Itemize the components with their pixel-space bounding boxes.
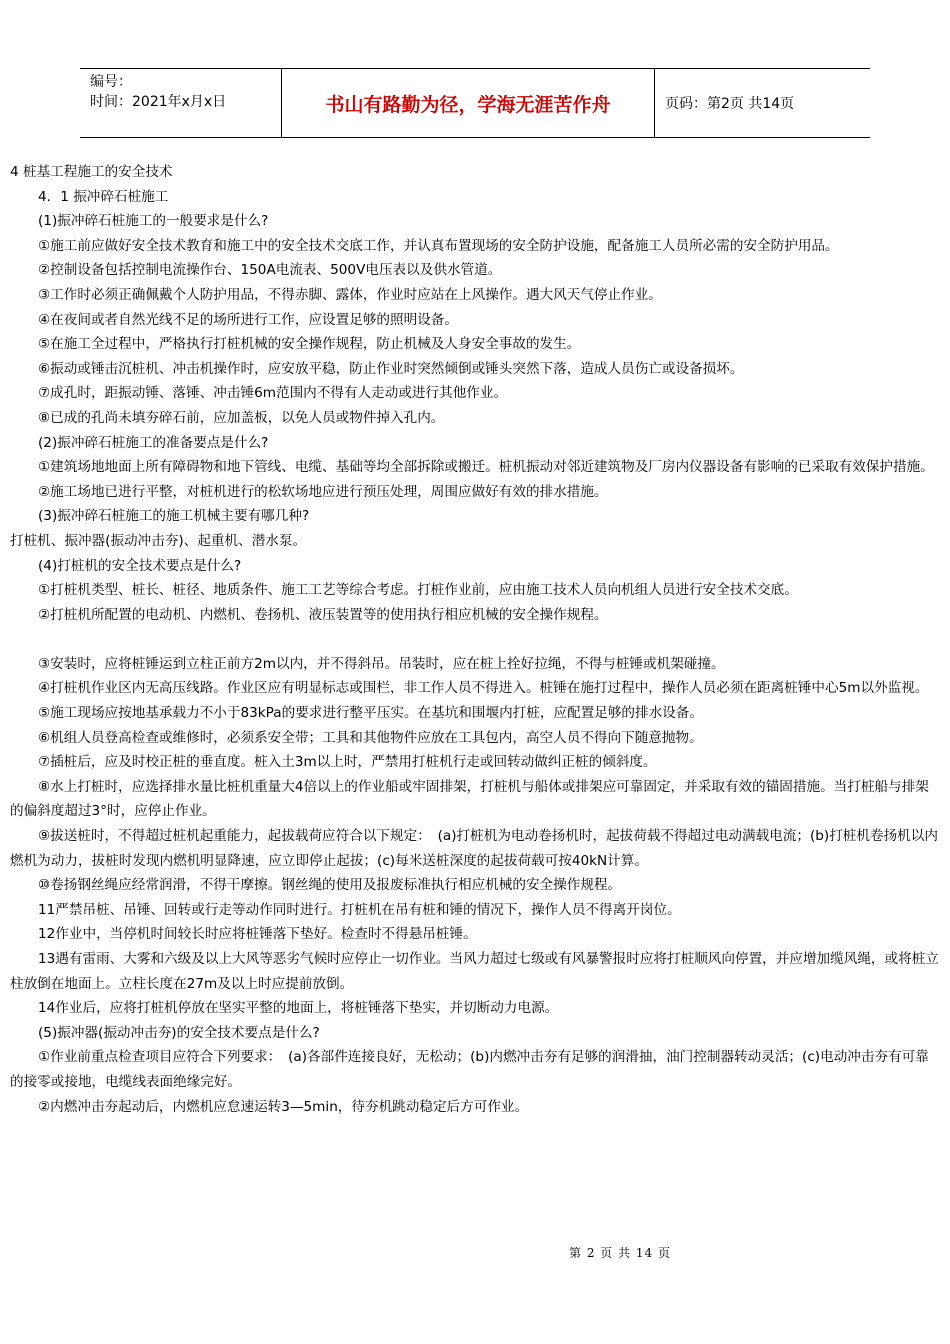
paragraph xyxy=(10,627,940,652)
paragraph: 4．1 振冲碎石桩施工 xyxy=(38,188,169,205)
paragraph: ③安装时，应将桩锤运到立柱正前方2m以内，并不得斜吊。吊装时，应在桩上拴好拉绳，不得与桩锤或机架碰撞。 xyxy=(38,655,725,672)
page-header xyxy=(80,68,870,138)
paragraph: (5)振冲器(振动冲击夯)的安全技术要点是什么? xyxy=(38,1024,320,1041)
paragraph: ①建筑场地地面上所有障碍物和地下管线、电缆、基础等均全部拆除或搬迁。桩机振动对邻近建筑物及厂房内仪器设备有影响的已采取有效保护措施。 xyxy=(38,459,934,476)
paragraph: ⑧已成的孔尚未填夯碎石前，应加盖板，以免人员或物件掉入孔内。 xyxy=(38,409,445,426)
paragraph: ⑥机组人员登高检查或维修时，必须系安全带；工具和其他物件应放在工具包内，高空人员不得向下随意抛物。 xyxy=(38,729,703,746)
paragraph: 12作业中，当停机时间较长时应将桩锤落下垫好。检查时不得悬吊桩锤。 xyxy=(38,926,477,943)
header-motto: 书山有路勤为径，学海无涯苦作舟 xyxy=(282,69,655,137)
header-page-number: 页码：第2页 共14页 xyxy=(665,96,795,112)
doc-date-label: 时间：2021年x月x日 xyxy=(90,94,227,110)
paragraph: ③工作时必须正确佩戴个人防护用品，不得赤脚、露体，作业时应站在上风操作。遇大风天气停止作业。 xyxy=(38,286,662,303)
paragraph: ②施工场地已进行平整，对桩机进行的松软场地应进行预压处理，周围应做好有效的排水措施。 xyxy=(38,483,608,500)
paragraph: ⑥振动或锤击沉桩机、冲击机操作时，应安放平稳，防止作业时突然倾倒或锤头突然下落，造成人员伤亡或设备损坏。 xyxy=(38,360,744,377)
paragraph: ①打桩机类型、桩长、桩径、地质条件、施工工艺等综合考虑。打桩作业前，应由施工技术人员向机组人员进行安全技术交底。 xyxy=(38,582,798,599)
paragraph: ②控制设备包括控制电流操作台、150A电流表、500V电压表以及供水管道。 xyxy=(38,262,502,279)
paragraph: ⑦成孔时，距振动锤、落锤、冲击锤6m范围内不得有人走动或进行其他作业。 xyxy=(38,385,508,402)
paragraph: 13遇有雷雨、大雾和六级及以上大风等恶劣气候时应停止一切作业。当风力超过七级或有风暴警报时应将打桩顺风向停置，并应增加缆风绳，或将桩立柱放倒在地面上。立柱长度在27m及以上时应提前放倒。 xyxy=(10,951,939,992)
paragraph: 4 桩基工程施工的安全技术 xyxy=(10,164,173,180)
paragraph: ②内燃冲击夯起动后，内燃机应怠速运转3—5min，待夯机跳动稳定后方可作业。 xyxy=(38,1098,529,1115)
paragraph: ①施工前应做好安全技术教育和施工中的安全技术交底工作，并认真布置现场的安全防护设施，配备施工人员所必需的安全防护用品。 xyxy=(38,237,839,254)
paragraph: ⑤在施工全过程中，严格执行打桩机械的安全操作规程，防止机械及人身安全事故的发生。 xyxy=(38,336,581,353)
paragraph: ④打桩机作业区内无高压线路。作业区应有明显标志或围栏，非工作人员不得进入。桩锤在施打过程中，操作人员必须在距离桩锤中心5m以外监视。 xyxy=(38,680,929,697)
paragraph: ④在夜间或者自然光线不足的场所进行工作，应设置足够的照明设备。 xyxy=(38,311,458,328)
paragraph: (1)振冲碎石桩施工的一般要求是什么? xyxy=(38,213,269,230)
footer-page-number: 第 2 页 共 14 页 xyxy=(569,1246,671,1260)
paragraph: ⑨拔送桩时，不得超过桩机起重能力，起拔载荷应符合以下规定： (a)打桩机为电动卷扬机时，起拔荷载不得超过电动满载电流；(b)打桩机卷扬机以内燃机为动力，拔桩时发现内燃机明显降速，应立即停止起拔；(c)每米送桩深度的起拔荷载可按40kN计算。 xyxy=(10,828,938,869)
document-body xyxy=(10,160,940,1119)
paragraph: ⑦插桩后，应及时校正桩的垂直度。桩入土3m以上时，严禁用打桩机行走或回转动做纠正桩的倾斜度。 xyxy=(38,754,657,771)
paragraph: ⑧水上打桩时，应选择排水量比桩机重量大4倍以上的作业船或牢固排架，打桩机与船体或排架应可靠固定，并采取有效的锚固措施。当打桩船与排架的偏斜度超过3°时，应停止作业。 xyxy=(10,778,929,820)
paragraph: 14作业后，应将打桩机停放在坚实平整的地面上，将桩锤落下垫实，并切断动力电源。 xyxy=(38,1000,559,1017)
paragraph: 11严禁吊桩、吊锤、回转或行走等动作同时进行。打桩机在吊有桩和锤的情况下，操作人员不得离开岗位。 xyxy=(38,901,681,918)
paragraph: ⑤施工现场应按地基承载力不小于83kPa的要求进行整平压实。在基坑和围堰内打桩，应配置足够的排水设备。 xyxy=(38,705,703,722)
paragraph: ①作业前重点检查项目应符合下列要求： (a)各部件连接良好，无松动；(b)内燃冲击夯有足够的润滑抽，油门控制器转动灵活；(c)电动冲击夯有可靠的接零或接地，电缆线表面绝缘完好。 xyxy=(10,1049,929,1090)
paragraph: (4)打桩机的安全技术要点是什么? xyxy=(38,557,242,574)
paragraph: (3)振冲碎石桩施工的施工机械主要有哪几种? xyxy=(38,508,310,525)
paragraph: (2)振冲碎石桩施工的准备要点是什么? xyxy=(38,434,269,451)
paragraph: 打桩机、振冲器(振动冲击夯)、起重机、潜水泵。 xyxy=(10,532,307,549)
doc-id-label: 编号： xyxy=(90,74,132,90)
paragraph: ⑩卷扬钢丝绳应经常润滑，不得干摩擦。钢丝绳的使用及报废标准执行相应机械的安全操作规程。 xyxy=(38,877,622,894)
header-info-cell xyxy=(80,69,282,137)
paragraph: ②打桩机所配置的电动机、内燃机、卷扬机、液压装置等的使用执行相应机械的安全操作规程。 xyxy=(38,606,608,623)
page-footer xyxy=(0,1244,950,1261)
